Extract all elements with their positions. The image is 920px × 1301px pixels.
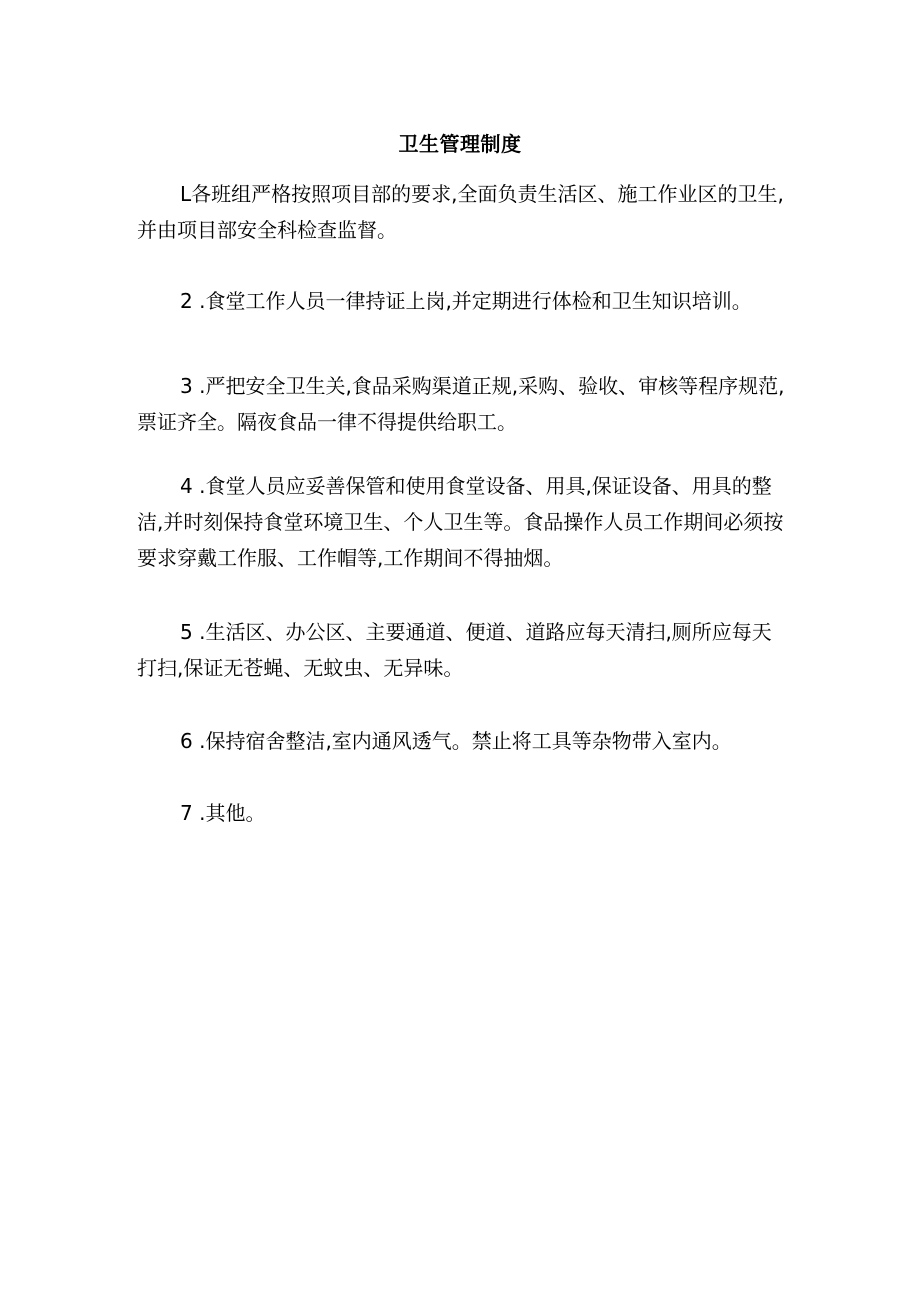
document-title: 卫生管理制度: [398, 132, 522, 156]
paragraph-5: 5 .生活区、办公区、主要通道、便道、道路应每天清扫,厕所应每天打扫,保证无苍蝇、无蚊虫、无异味。: [137, 620, 772, 680]
paragraph-4: 4 .食堂人员应妥善保管和使用食堂设备、用具,保证设备、用具的整洁,并时刻保持食堂环境卫生、个人卫生等。食品操作人员工作期间必须按要求穿戴工作服、工作帽等,工作期间不得抽烟。: [137, 474, 784, 570]
paragraph-7: 7 .其他。: [180, 801, 266, 825]
paragraph-1: L各班组严格按照项目部的要求,全面负责生活区、施工作业区的卫生,并由项目部安全科检查监督。: [137, 182, 784, 242]
paragraph-2: 2 .食堂工作人员一律持证上岗,并定期进行体检和卫生知识培训。: [180, 289, 752, 313]
paragraph-6: 6 .保持宿舍整洁,室内通风透气。禁止将工具等杂物带入室内。: [180, 729, 732, 753]
paragraph-3: 3 .严把安全卫生关,食品采购渠道正规,采购、验收、审核等程序规范,票证齐全。隔夜食品一律不得提供给职工。: [137, 374, 785, 434]
